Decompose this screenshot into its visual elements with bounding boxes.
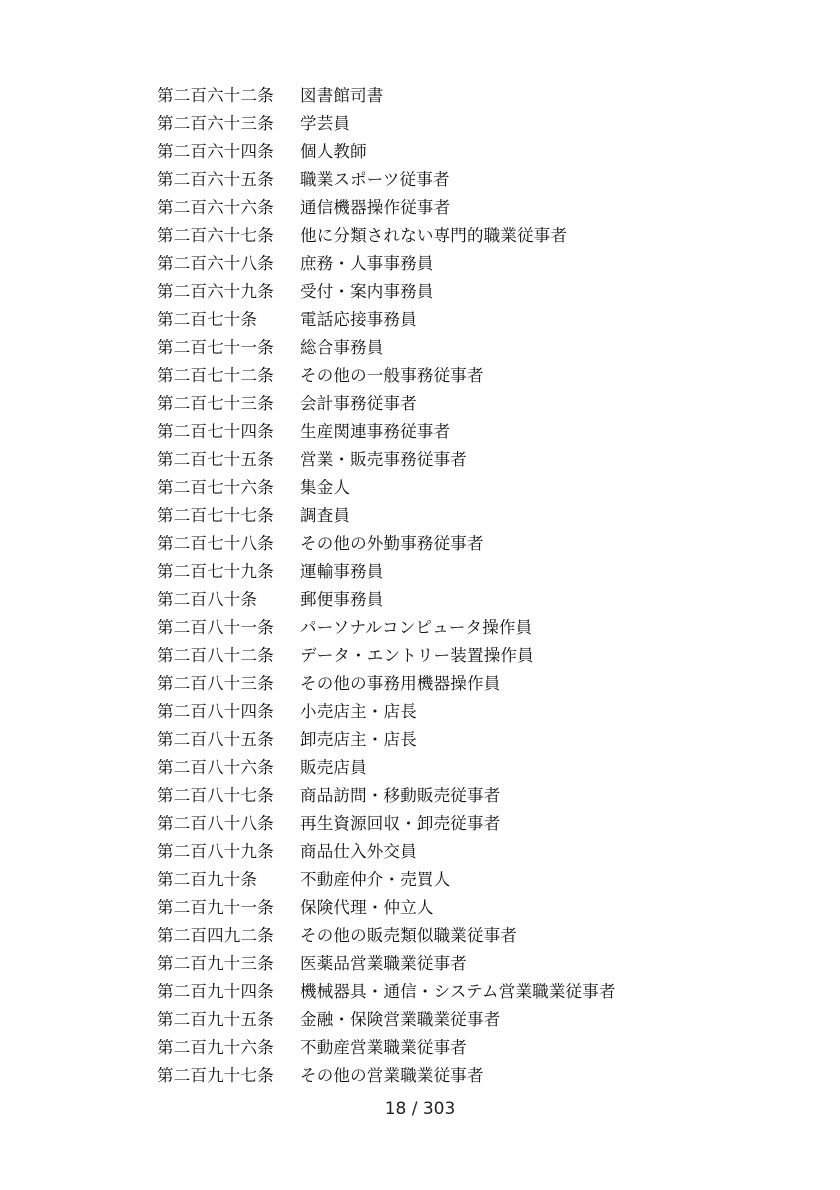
article-row: [157, 166, 616, 194]
article-row: [157, 866, 616, 894]
article-row: [157, 306, 616, 334]
article-number: 第二百七十七条: [157, 506, 274, 525]
article-number: 第二百七十五条: [157, 450, 274, 469]
article-number: 第二百七十九条: [157, 562, 274, 581]
article-title: 職業スポーツ従事者: [300, 170, 450, 189]
article-title: 保険代理・仲立人: [300, 898, 434, 917]
article-row: [157, 82, 616, 110]
article-title: 生産関連事務従事者: [300, 422, 451, 441]
article-number: 第二百八十八条: [157, 814, 274, 833]
article-title: 調査員: [300, 506, 351, 525]
article-number: 第二百六十七条: [157, 226, 274, 245]
article-number: 第二百七十六条: [157, 478, 274, 497]
article-row: [157, 642, 616, 670]
article-number: 第二百九十条: [157, 870, 258, 889]
article-title: 総合事務員: [300, 338, 384, 357]
article-number: 第二百四九二条: [157, 926, 274, 945]
article-number: 第二百七十四条: [157, 422, 274, 441]
article-row: [157, 1006, 616, 1034]
article-number: 第二百六十九条: [157, 282, 274, 301]
article-title: 庶務・人事事務員: [300, 254, 434, 273]
article-number: 第二百九十五条: [157, 1010, 274, 1029]
article-row: [157, 278, 616, 306]
article-row: [157, 474, 616, 502]
article-number: 第二百七十八条: [157, 534, 274, 553]
article-title: その他の営業職業従事者: [300, 1066, 484, 1085]
article-row: [157, 586, 616, 614]
article-title: 郵便事務員: [300, 590, 384, 609]
article-title: 学芸員: [300, 114, 351, 133]
article-title: 販売店員: [300, 758, 367, 777]
article-title: 金融・保険営業職業従事者: [300, 1010, 501, 1029]
article-number: 第二百八十九条: [157, 842, 274, 861]
article-number: 第二百八十二条: [157, 646, 274, 665]
article-title: 個人教師: [300, 142, 367, 161]
article-title: 商品仕入外交員: [300, 842, 417, 861]
article-row: [157, 362, 616, 390]
article-list: [157, 82, 616, 1090]
article-title: 通信機器操作従事者: [300, 198, 451, 217]
article-title: データ・エントリー装置操作員: [300, 646, 534, 665]
article-row: [157, 390, 616, 418]
article-title: 電話応接事務員: [300, 310, 417, 329]
article-number: 第二百九十六条: [157, 1038, 274, 1057]
article-title: 集金人: [300, 478, 351, 497]
article-number: 第二百八十三条: [157, 674, 274, 693]
article-number: 第二百八十一条: [157, 618, 274, 637]
article-row: [157, 614, 616, 642]
article-title: 受付・案内事務員: [300, 282, 434, 301]
article-title: その他の事務用機器操作員: [300, 674, 501, 693]
article-row: [157, 782, 616, 810]
article-row: [157, 950, 616, 978]
article-row: [157, 726, 616, 754]
article-number: 第二百八十五条: [157, 730, 274, 749]
article-title: 他に分類されない専門的職業従事者: [300, 226, 568, 245]
article-title: 会計事務従事者: [300, 394, 417, 413]
article-title: その他の販売類似職業従事者: [300, 926, 518, 945]
page-number: 18 / 303: [384, 1099, 456, 1119]
article-row: [157, 530, 616, 558]
article-title: パーソナルコンピュータ操作員: [300, 618, 533, 637]
article-number: 第二百八十七条: [157, 786, 274, 805]
article-row: [157, 670, 616, 698]
article-number: 第二百九十三条: [157, 954, 274, 973]
article-number: 第二百七十一条: [157, 338, 274, 357]
article-number: 第二百七十条: [157, 310, 258, 329]
article-row: [157, 698, 616, 726]
article-number: 第二百七十二条: [157, 366, 274, 385]
article-row: [157, 250, 616, 278]
article-row: [157, 1034, 616, 1062]
article-row: [157, 138, 616, 166]
article-row: [157, 558, 616, 586]
article-title: 卸売店主・店長: [300, 730, 417, 749]
article-title: その他の一般事務従事者: [300, 366, 484, 385]
article-title: 小売店主・店長: [300, 702, 417, 721]
article-row: [157, 110, 616, 138]
article-row: [157, 334, 616, 362]
article-title: 営業・販売事務従事者: [300, 450, 467, 469]
article-title: 再生資源回収・卸売従事者: [300, 814, 501, 833]
article-row: [157, 894, 616, 922]
article-number: 第二百八十六条: [157, 758, 274, 777]
article-row: [157, 502, 616, 530]
article-title: 機械器具・通信・システム営業職業従事者: [300, 982, 616, 1001]
article-title: 不動産営業職業従事者: [300, 1038, 467, 1057]
article-number: 第二百八十条: [157, 590, 258, 609]
article-row: [157, 922, 616, 950]
article-number: 第二百六十五条: [157, 170, 274, 189]
article-row: [157, 754, 616, 782]
article-title: その他の外勤事務従事者: [300, 534, 484, 553]
article-number: 第二百六十四条: [157, 142, 274, 161]
article-number: 第二百六十六条: [157, 198, 274, 217]
article-title: 図書館司書: [300, 86, 384, 105]
article-title: 商品訪問・移動販売従事者: [300, 786, 501, 805]
article-number: 第二百六十三条: [157, 114, 274, 133]
article-number: 第二百六十八条: [157, 254, 274, 273]
article-number: 第二百九十一条: [157, 898, 274, 917]
article-row: [157, 838, 616, 866]
article-row: [157, 194, 616, 222]
article-title: 運輸事務員: [300, 562, 384, 581]
article-row: [157, 446, 616, 474]
article-row: [157, 222, 616, 250]
article-title: 医薬品営業職業従事者: [300, 954, 467, 973]
article-title: 不動産仲介・売買人: [300, 870, 451, 889]
article-number: 第二百七十三条: [157, 394, 274, 413]
article-row: [157, 1062, 616, 1090]
article-number: 第二百九十四条: [157, 982, 274, 1001]
article-number: 第二百八十四条: [157, 702, 274, 721]
article-number: 第二百九十七条: [157, 1066, 274, 1085]
article-number: 第二百六十二条: [157, 86, 274, 105]
article-row: [157, 978, 616, 1006]
article-row: [157, 418, 616, 446]
article-row: [157, 810, 616, 838]
